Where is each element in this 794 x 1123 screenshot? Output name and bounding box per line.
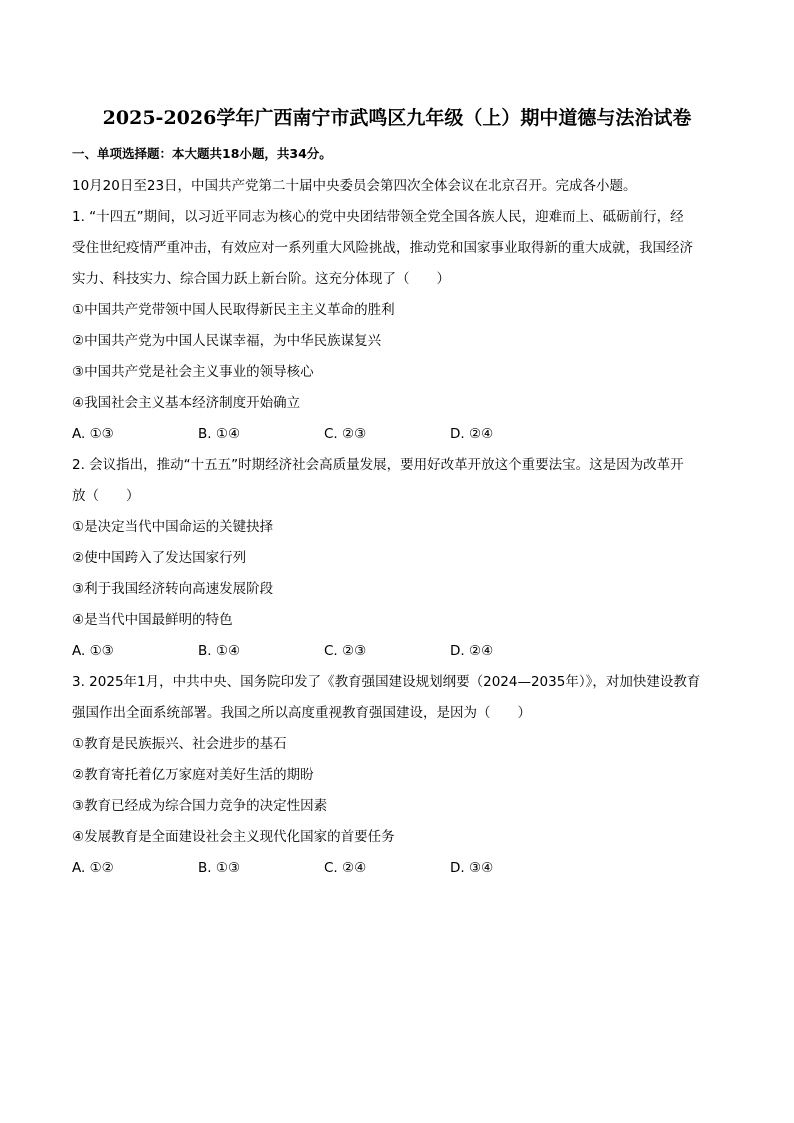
question-3-stem-line-2: 强国作出全面系统部署。我国之所以高度重视教育强国建设，是因为（ ） — [72, 705, 531, 721]
question-1-option-b: B. ①④ — [198, 426, 241, 442]
question-1-stem-line-3: 实力、科技实力、综合国力跃上新台阶。这充分体现了（ ） — [72, 271, 450, 287]
question-1-option-c: C. ②③ — [324, 426, 367, 442]
question-1-option-a: A. ①③ — [72, 426, 114, 442]
question-3-statement-2: ②教育寄托着亿万家庭对美好生活的期盼 — [72, 767, 314, 783]
question-3 — [72, 667, 724, 884]
question-2-stem-line-2: 放（ ） — [72, 488, 140, 504]
intro-text: 10月20日至23日，中国共产党第二十届中央委员会第四次全体会议在北京召开。完成各小题。 — [72, 178, 637, 194]
question-1-option-d: D. ②④ — [450, 426, 494, 442]
question-2-stem-line-1: 2. 会议指出，推动“十五五”时期经济社会高质量发展，要用好改革开放这个重要法宝。这是因为改革开 — [72, 457, 684, 473]
question-3-option-d: D. ③④ — [450, 860, 494, 876]
question-2-statement-2: ②使中国跨入了发达国家行列 — [72, 550, 247, 566]
question-1 — [72, 202, 724, 450]
exam-content — [72, 145, 724, 884]
question-2-option-c: C. ②③ — [324, 643, 367, 659]
question-1-statement-2: ②中国共产党为中国人民谋幸福，为中华民族谋复兴 — [72, 333, 382, 349]
question-1-stem-line-2: 受住世纪疫情严重冲击，有效应对一系列重大风险挑战，推动党和国家事业取得新的重大成就，我国经济 — [72, 240, 693, 256]
question-2-option-d: D. ②④ — [450, 643, 494, 659]
question-2-statement-3: ③利于我国经济转向高速发展阶段 — [72, 581, 274, 597]
question-1-stem-line-1: 1. “十四五”期间，以习近平同志为核心的党中央团结带领全党全国各族人民，迎难而上、砥砺前行，经 — [72, 209, 684, 225]
question-2-options — [72, 636, 724, 667]
question-2-option-b: B. ①④ — [198, 643, 241, 659]
question-3-options — [72, 853, 724, 884]
question-3-statement-3: ③教育已经成为综合国力竞争的决定性因素 — [72, 798, 328, 814]
question-2 — [72, 450, 724, 667]
question-1-options — [72, 419, 724, 450]
section-heading: 一、单项选择题：本大题共18小题，共34分。 — [72, 146, 332, 161]
question-3-statement-4: ④发展教育是全面建设社会主义现代化国家的首要任务 — [72, 829, 395, 845]
question-3-option-a: A. ①② — [72, 860, 114, 876]
question-2-option-a: A. ①③ — [72, 643, 114, 659]
question-2-statement-4: ④是当代中国最鲜明的特色 — [72, 612, 233, 628]
exam-title: 2025-2026学年广西南宁市武鸣区九年级（上）期中道德与法治试卷 — [102, 107, 692, 129]
question-3-stem-line-1: 3. 2025年1月，中共中央、国务院印发了《教育强国建设规划纲要（2024—2035年）》，对加快建设教育 — [72, 674, 701, 690]
question-2-statement-1: ①是决定当代中国命运的关键抉择 — [72, 519, 274, 535]
question-1-statement-1: ①中国共产党带领中国人民取得新民主主义革命的胜利 — [72, 302, 395, 318]
question-3-option-b: B. ①③ — [198, 860, 241, 876]
question-3-option-c: C. ②④ — [324, 860, 367, 876]
question-1-statement-3: ③中国共产党是社会主义事业的领导核心 — [72, 364, 314, 380]
question-1-statement-4: ④我国社会主义基本经济制度开始确立 — [72, 395, 301, 411]
question-3-statement-1: ①教育是民族振兴、社会进步的基石 — [72, 736, 287, 752]
